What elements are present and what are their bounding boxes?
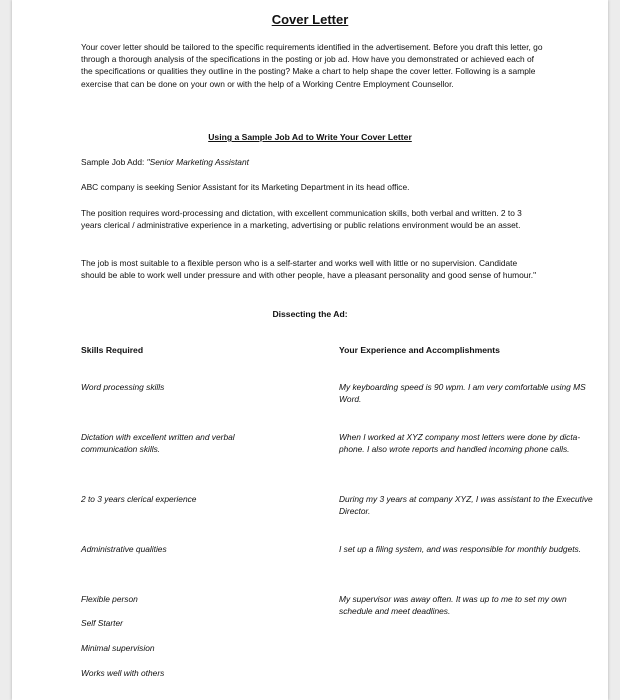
intro-paragraph: Your cover letter should be tailored to the specific requirements identified in the advertisement. Before you draft this letter, go through a thorough analysis of the specifications in the posting or job ad. How have you demonstrated or achieved each of the specifications or qualities they outline in the posting? Make a chart to help shape the cover letter. Following is a sample exercise that can be done on your own or with the help of a Working Centre Employment Counsellor. (81, 42, 543, 89)
skill-item: Minimal supervision (81, 643, 155, 653)
experience-item: My keyboarding speed is 90 wpm. I am very comfortable using MS Word. (339, 382, 586, 405)
experience-item: During my 3 years at company XYZ, I was assistant to the Executive Director. (339, 494, 593, 517)
experience-item: When I worked at XYZ company most letters were done by dicta-phone. I also wrote reports and handled incoming phone calls. (339, 432, 581, 455)
ad-paragraph-1: ABC company is seeking Senior Assistant for its Marketing Department in its head office. (81, 182, 410, 192)
section-subheading: Using a Sample Job Ad to Write Your Cover Letter (208, 132, 412, 142)
experience-item: My supervisor was away often. It was up to me to set my own schedule and meet deadlines. (339, 594, 567, 617)
skill-item: Word processing skills (81, 382, 165, 392)
skill-item: Administrative qualities (81, 544, 167, 554)
skills-column-header: Skills Required (81, 345, 144, 355)
skill-item: Works well with others (81, 668, 165, 678)
dissect-heading: Dissecting the Ad: (272, 309, 348, 319)
skill-item: 2 to 3 years clerical experience (81, 494, 197, 504)
page-title: Cover Letter (271, 12, 349, 27)
skill-item: Self Starter (81, 618, 123, 628)
ad-paragraph-2: The position requires word-processing and dictation, with excellent communication skills, both verbal and written. 2 to 3 years clerical / administrative experience in a marketing, advertising or public relations environment would be an asset. (81, 208, 522, 231)
sample-job-line (81, 156, 543, 168)
experience-item: I set up a filing system, and was responsible for monthly budgets. (339, 544, 582, 554)
sample-title: "Senior Marketing Assistant (146, 157, 249, 167)
skill-item: Flexible person (81, 594, 138, 604)
skill-item: Dictation with excellent written and verbal communication skills. (81, 432, 235, 455)
sample-label: Sample Job Add: (81, 157, 147, 167)
experience-column-header: Your Experience and Accomplishments (339, 345, 500, 355)
document-page (12, 0, 608, 700)
ad-paragraph-3: The job is most suitable to a flexible person who is a self-starter and works well with little or no supervision. Candidate should be able to work well under pressure and with other people, have a pleasant personality and good sense of humour." (81, 258, 537, 281)
